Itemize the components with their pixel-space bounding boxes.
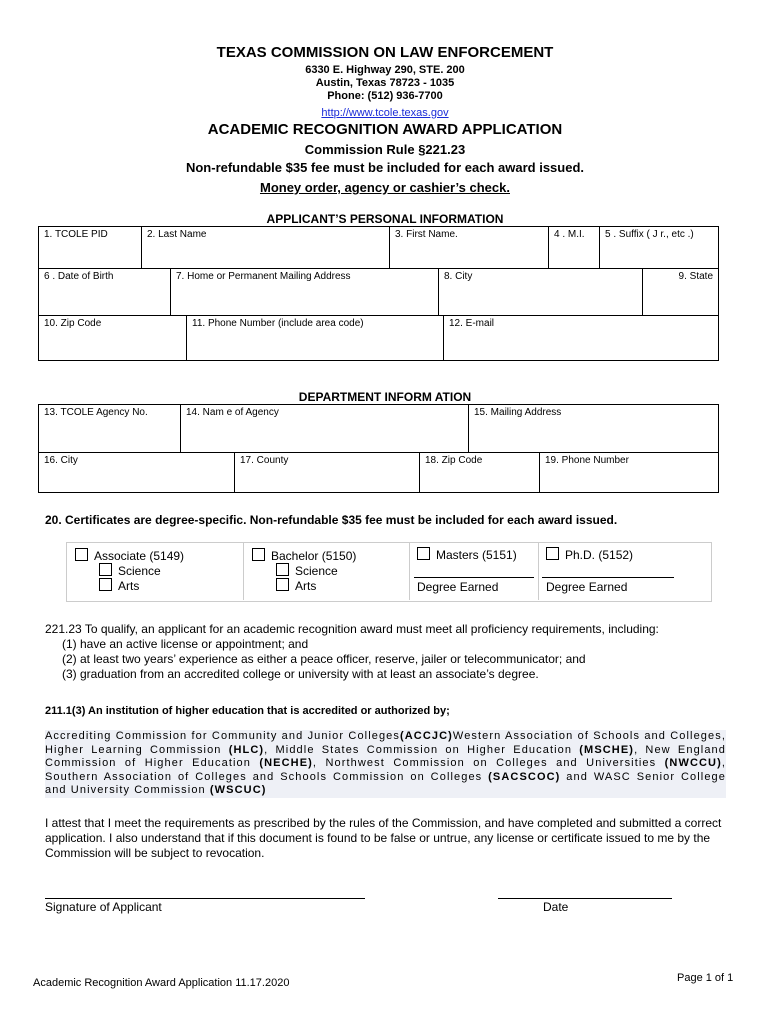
requirement-2: (2) at least two years’ experience as either a peace officer, reserve, jailer or telecommunicator; and [62, 652, 586, 666]
phd-checkbox[interactable] [546, 547, 559, 560]
masters-degree-earned: Degree Earned [417, 580, 499, 594]
associate-label: Associate (5149) [94, 549, 185, 563]
field-agency-zip[interactable]: 18. Zip Code [420, 453, 540, 493]
bachelor-science-checkbox[interactable] [276, 563, 289, 576]
phone-line: Phone: (512) 936-7700 [327, 90, 443, 102]
masters-degree-line[interactable] [414, 577, 534, 578]
field-suffix[interactable]: 5 . Suffix ( J r., etc .) [600, 227, 719, 269]
phd-label: Ph.D. (5152) [565, 548, 634, 562]
field-email[interactable]: 12. E-mail [444, 316, 719, 361]
bachelor-checkbox[interactable] [252, 548, 265, 561]
commission-rule: Commission Rule §221.23 [304, 142, 466, 157]
address-line-1: 6330 E. Highway 290, STE. 200 [305, 64, 465, 76]
bachelor-arts-checkbox[interactable] [276, 578, 289, 591]
field-date-of-birth[interactable]: 6 . Date of Birth [39, 269, 171, 316]
date-line[interactable] [498, 898, 672, 899]
field-city[interactable]: 8. City [439, 269, 643, 316]
personal-info-table [38, 226, 719, 361]
field-agency-city[interactable]: 16. City [39, 453, 235, 493]
field-last-name[interactable]: 2. Last Name [142, 227, 390, 269]
org-name: TEXAS COMMISSION ON LAW ENFORCEMENT [216, 44, 554, 61]
form-version: Academic Recognition Award Application 11.17.2020 [33, 977, 290, 989]
bachelor-arts-option[interactable] [276, 578, 316, 593]
form-title: ACADEMIC RECOGNITION AWARD APPLICATION [207, 121, 563, 138]
address-line-2: Austin, Texas 78723 - 1035 [315, 77, 455, 89]
phd-option[interactable] [546, 547, 633, 562]
masters-label: Masters (5151) [436, 548, 517, 562]
field-phone-number[interactable]: 11. Phone Number (include area code) [187, 316, 444, 361]
field-agency-county[interactable]: 17. County [235, 453, 420, 493]
signature-line[interactable] [45, 898, 365, 899]
phd-degree-line[interactable] [542, 577, 674, 578]
bachelor-option[interactable] [252, 548, 356, 563]
requirement-3: (3) graduation from an accredited college or university with at least an associate’s degree. [62, 667, 539, 681]
field-agency-number[interactable]: 13. TCOLE Agency No. [39, 405, 181, 453]
masters-checkbox[interactable] [417, 547, 430, 560]
bachelor-science-option[interactable] [276, 563, 338, 578]
associate-option[interactable] [75, 548, 184, 563]
bachelor-science-label: Science [295, 564, 338, 578]
accreditation-heading: 211.1(3) An institution of higher education that is accredited or authorized by; [45, 705, 450, 717]
department-info-table [38, 404, 719, 493]
field-tcole-pid[interactable]: 1. TCOLE PID [39, 227, 142, 269]
field-agency-name[interactable]: 14. Nam e of Agency [181, 405, 469, 453]
masters-option[interactable] [417, 547, 517, 562]
page-number: Page 1 of 1 [677, 972, 734, 984]
field-middle-initial[interactable]: 4 . M.I. [549, 227, 600, 269]
associate-arts-label: Arts [118, 579, 140, 593]
requirement-1: (1) have an active license or appointment; and [62, 637, 309, 651]
associate-science-checkbox[interactable] [99, 563, 112, 576]
date-label: Date [543, 900, 569, 914]
phd-degree-earned: Degree Earned [546, 580, 628, 594]
associate-arts-checkbox[interactable] [99, 578, 112, 591]
associate-science-label: Science [118, 564, 161, 578]
website-link[interactable]: http://www.tcole.texas.gov [321, 107, 449, 119]
bachelor-label: Bachelor (5150) [271, 549, 357, 563]
associate-arts-option[interactable] [99, 578, 139, 593]
associate-science-option[interactable] [99, 563, 161, 578]
associate-checkbox[interactable] [75, 548, 88, 561]
field-agency-phone[interactable]: 19. Phone Number [540, 453, 719, 493]
field-mailing-address[interactable]: 7. Home or Permanent Mailing Address [171, 269, 439, 316]
field-first-name[interactable]: 3. First Name. [390, 227, 549, 269]
accreditation-list: Accrediting Commission for Community and Junior Colleges(ACCJC)Western Association of Schools and Colleges, Higher Learning Commission (HLC), Middle States Commission on Higher Education (MSCHE), New England Commission of Higher Education (NECHE), Northwest Commission on Colleges and Universities (NWCCU), Southern Association of Colleges and Schools Commission on Colleges (SACSCOC) and WASC Senior College and University Commission (WSCUC) [45, 730, 726, 796]
personal-info-heading: APPLICANT’S PERSONAL INFORMATION [266, 212, 504, 226]
field-state[interactable]: 9. State [643, 269, 719, 316]
attestation-text: I attest that I meet the requirements as prescribed by the rules of the Commission, and have completed and submitted a correct application. I also understand that if this document is found to be false or untrue, any license or certificate issued to me by the Commission will be subject to revocation. [45, 816, 722, 860]
requirements-intro: 221.23 To qualify, an applicant for an academic recognition award must meet all proficiency requirements, including: [45, 622, 659, 636]
field-zip-code[interactable]: 10. Zip Code [39, 316, 187, 361]
bachelor-arts-label: Arts [295, 579, 317, 593]
field-agency-mailing-address[interactable]: 15. Mailing Address [469, 405, 719, 453]
fee-notice: Non-refundable $35 fee must be included for each award issued. [185, 160, 585, 175]
department-info-heading: DEPARTMENT INFORM ATION [298, 390, 472, 404]
signature-label: Signature of Applicant [45, 900, 162, 914]
certificates-heading: 20. Certificates are degree-specific. Non-refundable $35 fee must be included for each award issued. [45, 513, 618, 527]
payment-notice: Money order, agency or cashier’s check. [259, 180, 510, 195]
